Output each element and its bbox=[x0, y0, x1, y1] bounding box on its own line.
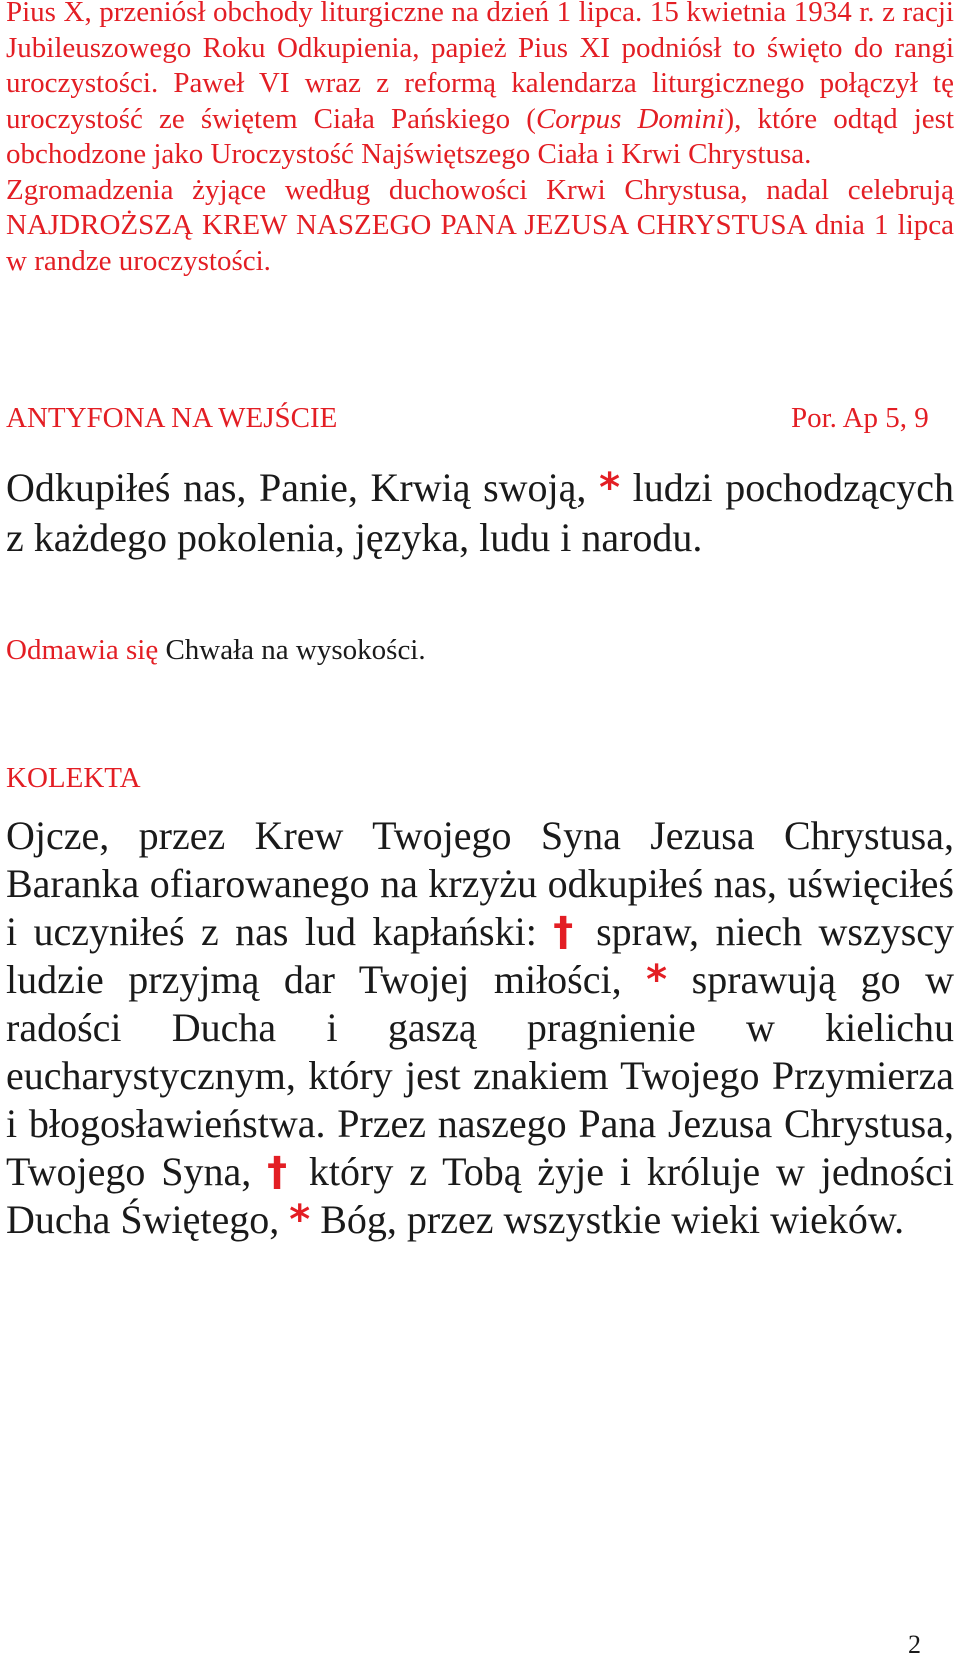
entrance-antiphon-header bbox=[6, 401, 946, 435]
collect-part-3: sprawują go w radości Ducha i gaszą pragnienie w kielichu eucharystycznym, który jest znakiem Twojego Przymierza i błogosławieństwa. Przez naszego Pana Jezusa Chrystusa, Twojego Syna, bbox=[6, 957, 954, 1194]
intro-paragraph-2: Zgromadzenia żyjące według duchowości Krwi Chrystusa, nadal celebrują NAJDROŻSZĄ KREW NASZEGO PANA JEZUSA CHRYSTUSA dnia 1 lipca w randze uroczystości. bbox=[6, 173, 954, 277]
scripture-reference: Por. Ap 5, 9 bbox=[791, 402, 929, 434]
cross-mark-2: † bbox=[267, 1149, 294, 1195]
corpus-domini-italic: Corpus Domini bbox=[535, 102, 725, 135]
collect-part-1: Ojcze, przez Krew Twojego Syna Jezusa Chrystusa, Baranka ofiarowanego na krzyżu odkupiłeś nas, uświęciłeś i uczyniłeś z nas lud kapłański: bbox=[6, 813, 954, 954]
rubric-red-text: Odmawia się bbox=[6, 634, 159, 666]
collect-title: KOLEKTA bbox=[6, 762, 141, 794]
intro-text-1: Pius X, przeniósł obchody liturgiczne na dzień 1 lipca. 15 kwietnia 1934 r. z racji Jubileuszowego Roku Odkupienia, papież Pius XI podniósł to święto do rangi uroczystości. Paweł VI wraz z reformą kalendarza liturgicznego połączył tę uroczystość ze świętem Ciała Pańskiego ( bbox=[6, 0, 954, 135]
collect-part-5: Bóg, przez wszystkie wieki wieków. bbox=[320, 1197, 905, 1242]
antiphon-part-1: Odkupiłeś nas, Panie, Krwią swoją, bbox=[6, 465, 587, 510]
collect-part-2: spraw, niech wszyscy ludzie przyjmą dar Twojej miłości, bbox=[6, 909, 955, 1002]
rubric-black-text: Chwała na wysokości. bbox=[165, 634, 426, 666]
entrance-antiphon-title: ANTYFONA NA WEJŚCIE bbox=[6, 402, 338, 434]
antiphon-part-2: ludzi pochodzących z każdego pokolenia, języka, ludu i narodu. bbox=[6, 465, 955, 560]
gloria-rubric bbox=[6, 633, 426, 667]
intro-paragraph-1 bbox=[6, 0, 954, 173]
asterisk-mark-1: * bbox=[646, 957, 668, 1003]
collect-text bbox=[6, 812, 954, 1244]
collect-part-4: który z Tobą żyje i króluje w jedności Ducha Świętego, bbox=[6, 1149, 955, 1242]
document-page bbox=[6, 0, 955, 1243]
intro-text-2: ), które odtąd jest obchodzone jako Uroczystość Najświętszego Ciała i Krwi Chrystusa. bbox=[6, 102, 955, 170]
cross-mark-1: † bbox=[553, 909, 580, 955]
asterisk-mark: * bbox=[599, 465, 620, 511]
asterisk-mark-2: * bbox=[289, 1197, 311, 1243]
intro-section bbox=[6, 0, 954, 279]
entrance-antiphon-text bbox=[6, 463, 954, 563]
page-number: 2 bbox=[908, 1630, 921, 1659]
